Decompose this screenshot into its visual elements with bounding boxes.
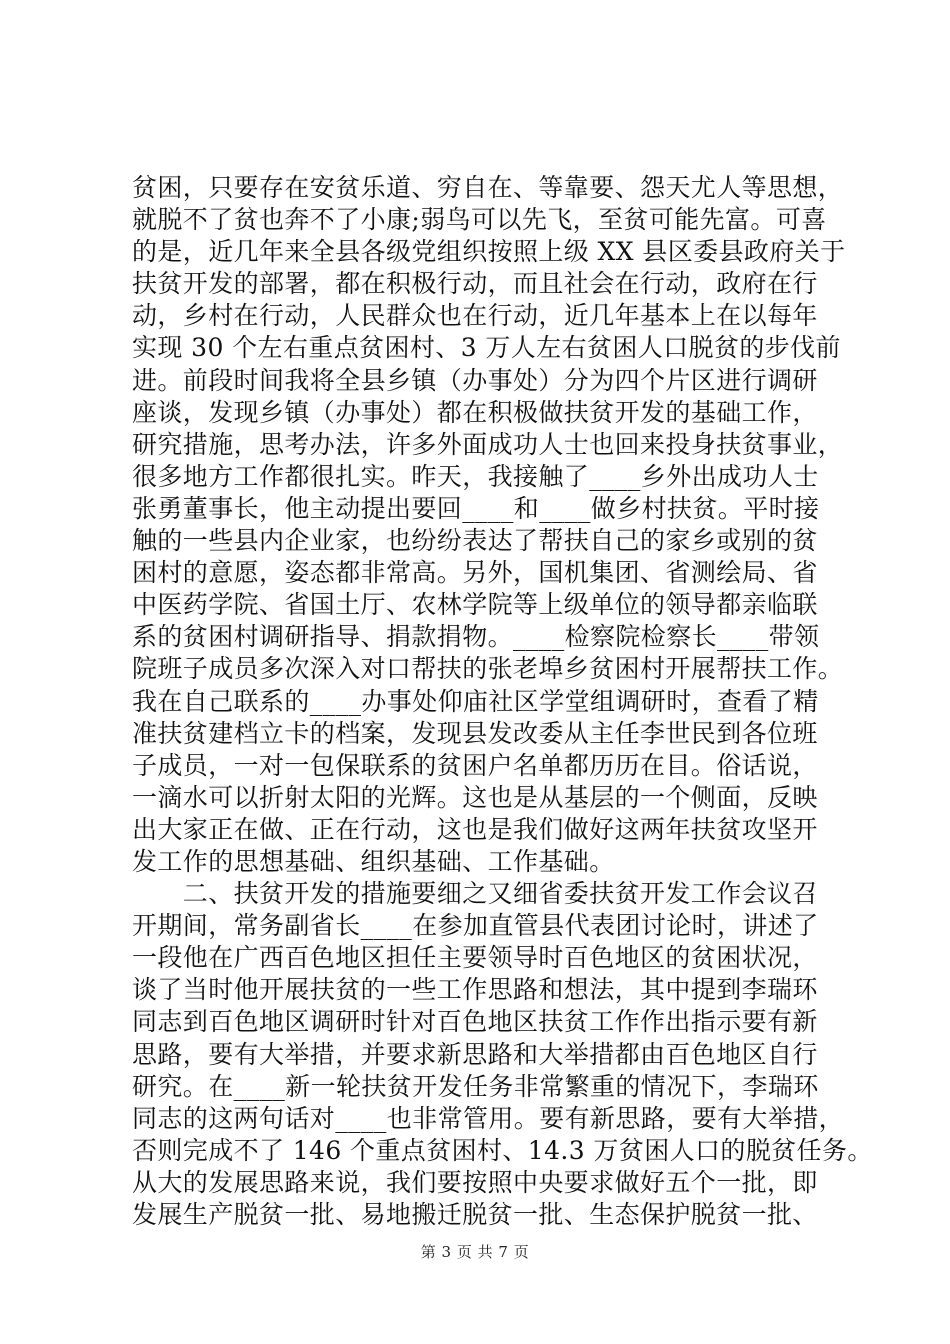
text-line: 系的贫困村调研指导、捐款捐物。____检察院检察长____带领 [132, 622, 820, 652]
text-line: 我在自己联系的____办事处仰庙社区学堂组调研时，查看了精 [132, 686, 819, 716]
text-line: 子成员，一对一包保联系的贫困户名单都历历在目。俗话说， [132, 750, 818, 780]
text-line: 张勇董事长，他主动提出要回____和____做乡村扶贫。平时接 [132, 493, 820, 523]
text-line: 谈了当时他开展扶贫的一些工作思路和想法，其中提到李瑞环 [132, 975, 818, 1005]
text-line: 从大的发展思路来说，我们要按照中央要求做好五个一批，即 [132, 1167, 818, 1197]
text-line: 开期间，常务副省长____在参加直管县代表团讨论时，讲述了 [132, 911, 819, 941]
text-line: 很多地方工作都很扎实。昨天，我接触了____乡外出成功人士 [132, 461, 819, 491]
text-line: 发工作的思想基础、组织基础、工作基础。 [132, 846, 615, 876]
text-line: 研究。在____新一轮扶贫开发任务非常繁重的情况下，李瑞环 [132, 1071, 819, 1101]
text-line: 发展生产脱贫一批、易地搬迁脱贫一批、生态保护脱贫一批、 [132, 1200, 818, 1229]
text-line: 中医药学院、省国土厅、农林学院等上级单位的领导都亲临联 [132, 590, 818, 620]
text-line: 困村的意愿，姿态都非常高。另外，国机集团、省测绘局、省 [132, 558, 818, 588]
text-line: 扶贫开发的部署，都在积极行动，而且社会在行动，政府在行 [132, 269, 818, 299]
text-line: 动，乡村在行动，人民群众也在行动，近几年基本上在以每年 [132, 301, 818, 331]
text-line: 思路，要有大举措，并要求新思路和大举措都由百色地区自行 [132, 1039, 818, 1069]
text-line: 贫困，只要存在安贫乐道、穷自在、等靠要、怨天尤人等思想， [132, 173, 844, 202]
text-line: 进。前段时间我将全县乡镇（办事处）分为四个片区进行调研 [132, 365, 818, 395]
text-line: 出大家正在做、正在行动，这也是我们做好这两年扶贫攻坚开 [132, 814, 818, 844]
text-line: 同志到百色地区调研时针对百色地区扶贫工作作出指示要有新 [132, 1007, 818, 1037]
text-line: 同志的这两句话对____也非常管用。要有新思路，要有大举措， [132, 1103, 845, 1133]
body-text [132, 172, 873, 1231]
text-line: 否则完成不了 146 个重点贫困村、14.3 万贫困人口的脱贫任务。 [132, 1135, 873, 1165]
text-line: 院班子成员多次深入对口帮扶的张老埠乡贫困村开展帮扶工作。 [132, 654, 844, 684]
text-line: 研究措施，思考办法，许多外面成功人士也回来投身扶贫事业， [132, 429, 844, 459]
text-line: 触的一些县内企业家，也纷纷表达了帮扶自己的家乡或别的贫 [132, 526, 818, 556]
text-line: 座谈，发现乡镇（办事处）都在积极做扶贫开发的基础工作， [132, 397, 818, 427]
text-line: 实现 30 个左右重点贫困村、3 万人左右贫困人口脱贫的步伐前 [132, 333, 841, 363]
text-line: 就脱不了贫也奔不了小康;弱鸟可以先飞，至贫可能先富。可喜 [132, 205, 827, 235]
text-line: 二、扶贫开发的措施要细之又细省委扶贫开发工作会议召 [132, 879, 818, 909]
text-line: 准扶贫建档立卡的档案，发现县发改委从主任李世民到各位班 [132, 718, 818, 748]
text-line: 一段他在广西百色地区担任主要领导时百色地区的贫困状况， [132, 943, 818, 973]
text-line: 一滴水可以折射太阳的光辉。这也是从基层的一个侧面，反映 [132, 782, 818, 812]
text-line: 的是，近几年来全县各级党组织按照上级 XX 县区委县政府关于 [132, 237, 846, 267]
page-footer: 第 3 页 共 7 页 [420, 1243, 530, 1261]
